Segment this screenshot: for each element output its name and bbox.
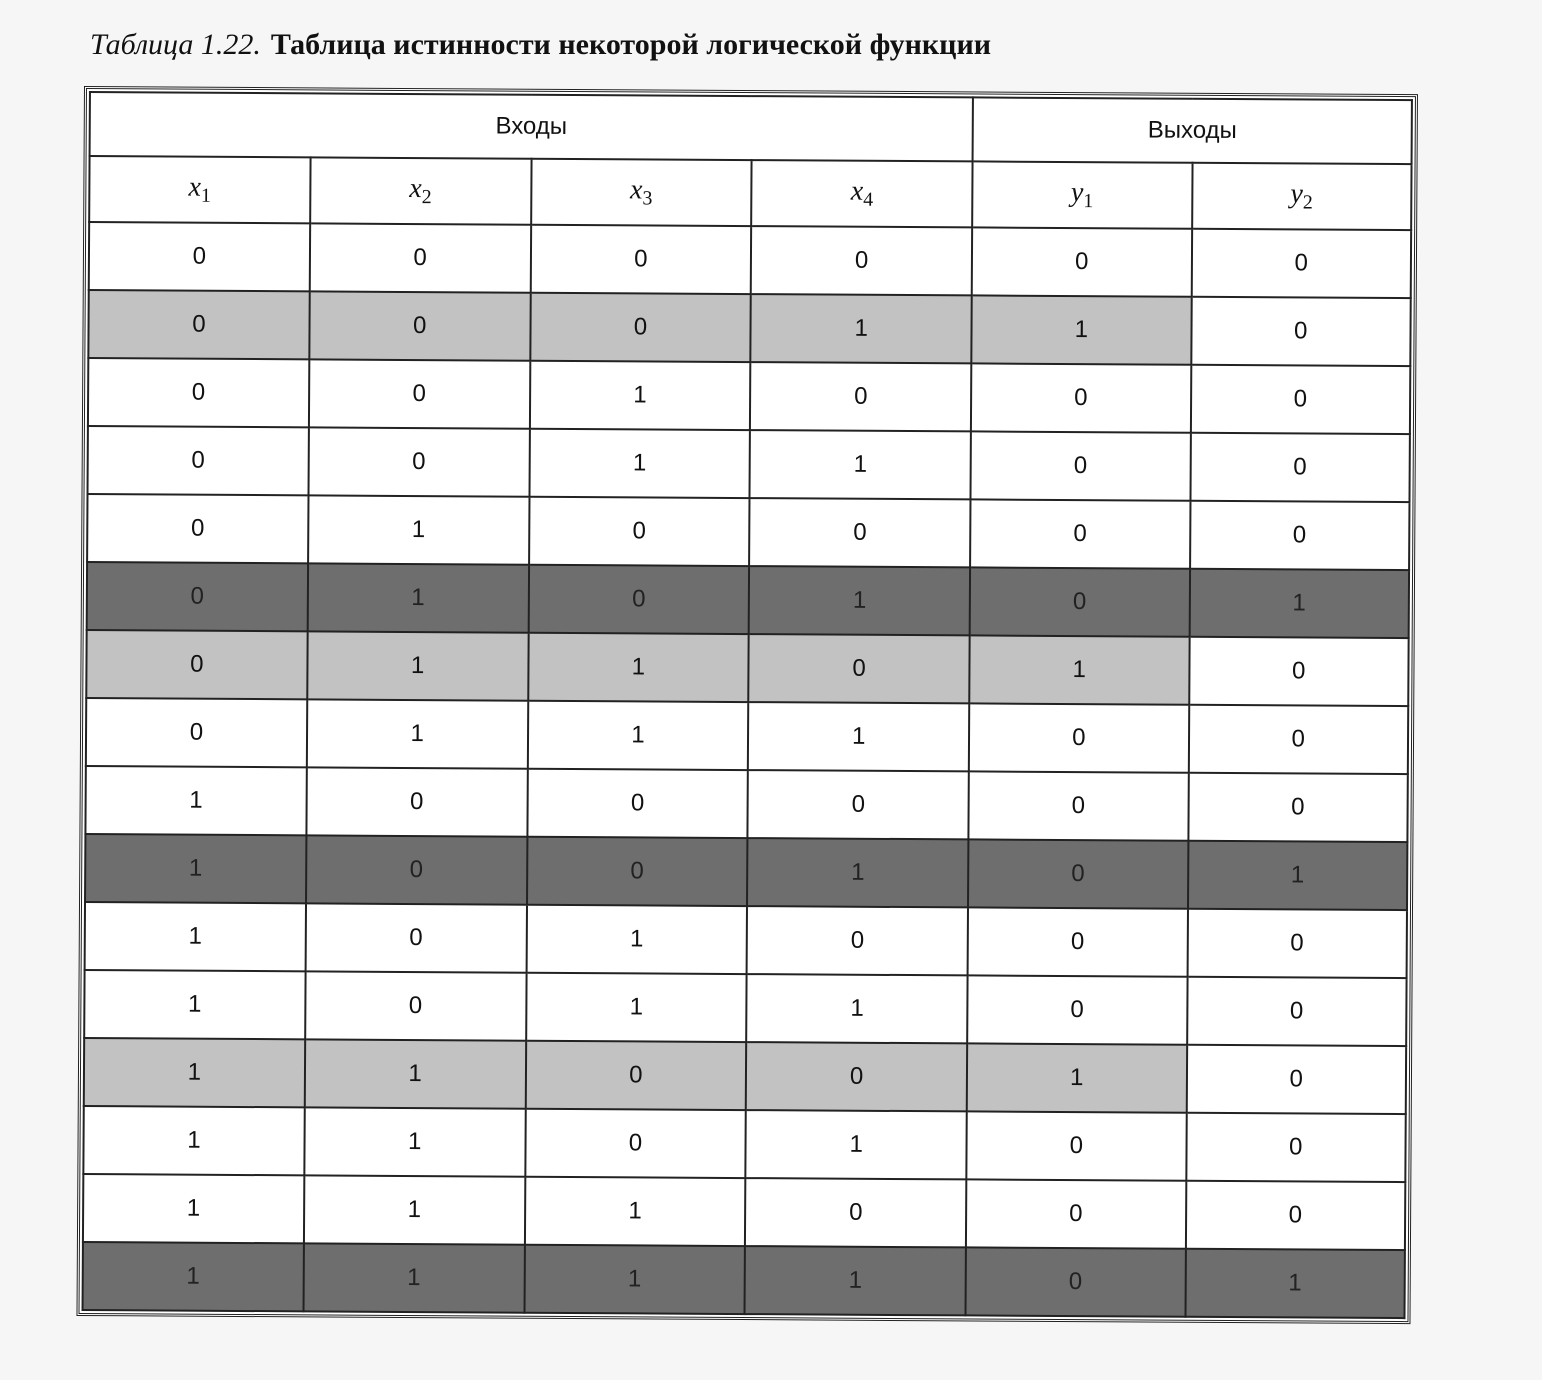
table-row <box>88 426 1410 502</box>
table-cell: 1 <box>1189 569 1409 638</box>
variable-header-x2 <box>310 157 531 224</box>
table-cell: 0 <box>966 1179 1186 1248</box>
table-cell: 0 <box>1190 365 1410 434</box>
table-cell: 0 <box>970 499 1190 568</box>
table-cell: 1 <box>85 766 306 835</box>
table-cell: 0 <box>86 698 307 767</box>
table-cell: 0 <box>309 359 530 428</box>
table-cell: 0 <box>529 497 750 566</box>
table-cell: 1 <box>307 699 528 768</box>
table-cell: 1 <box>746 1110 967 1179</box>
table-cell: 1 <box>304 1107 525 1176</box>
variable-subscript: 2 <box>421 186 432 209</box>
table-row <box>88 358 1410 434</box>
table-cell: 0 <box>746 1042 967 1111</box>
variable-header-y2 <box>1192 163 1412 230</box>
table-cell: 0 <box>1187 909 1407 978</box>
table-cell: 1 <box>1187 841 1407 910</box>
variable-header-row <box>89 156 1411 230</box>
table-cell: 0 <box>1188 705 1408 774</box>
variable-subscript: 3 <box>642 187 653 210</box>
table-cell: 0 <box>972 227 1192 296</box>
table-cell: 0 <box>87 494 308 563</box>
variable-header-x4 <box>751 160 972 227</box>
table-cell: 1 <box>307 563 528 632</box>
table-cell: 1 <box>526 973 747 1042</box>
table-cell: 1 <box>748 702 969 771</box>
table-cell: 1 <box>307 631 528 700</box>
table-cell: 1 <box>304 1175 525 1244</box>
table-cell: 0 <box>745 1178 966 1247</box>
table-cell: 1 <box>746 974 967 1043</box>
table-cell: 1 <box>967 1043 1187 1112</box>
outputs-group-header: Выходы <box>973 97 1412 164</box>
table-cell: 0 <box>528 565 749 634</box>
table-cell: 1 <box>85 902 306 971</box>
table-cell: 0 <box>530 225 751 294</box>
variable-header-x1 <box>89 156 310 223</box>
table-cell: 0 <box>1188 773 1408 842</box>
table-cell: 1 <box>85 834 306 903</box>
table-row <box>84 970 1406 1046</box>
table-cell: 0 <box>749 634 970 703</box>
table-cell: 0 <box>525 1109 746 1178</box>
variable-name: x <box>850 175 864 207</box>
table-cell: 1 <box>749 566 970 635</box>
table-row <box>83 1242 1405 1318</box>
table-row <box>87 494 1409 570</box>
table-cell: 0 <box>88 290 309 359</box>
table-cell: 0 <box>971 431 1191 500</box>
table-cell: 0 <box>1189 637 1409 706</box>
table-row <box>86 630 1408 706</box>
table-cell: 1 <box>528 633 749 702</box>
variable-name: y <box>1070 177 1084 209</box>
table-row <box>83 1174 1405 1250</box>
table-cell: 0 <box>305 903 526 972</box>
variable-name: y <box>1290 178 1303 210</box>
table-cell: 0 <box>527 769 748 838</box>
table-cell: 0 <box>751 226 972 295</box>
caption-title: Таблица истинности некоторой логической функции <box>270 28 992 61</box>
table-cell: 0 <box>530 293 751 362</box>
table-cell: 0 <box>1191 229 1411 298</box>
table-cell: 1 <box>527 701 748 770</box>
table-cell: 0 <box>88 358 309 427</box>
table-cell: 0 <box>89 222 310 291</box>
table-cell: 0 <box>527 837 748 906</box>
table-cell: 0 <box>971 363 1191 432</box>
table-cell: 1 <box>969 635 1189 704</box>
table-cell: 1 <box>83 1174 304 1243</box>
truth-table-body <box>83 222 1412 1318</box>
table-cell: 0 <box>86 630 307 699</box>
truth-table-frame <box>76 86 1417 1324</box>
table-row <box>86 698 1408 774</box>
table-row <box>88 290 1410 366</box>
table-cell: 1 <box>745 1246 966 1315</box>
table-cell: 0 <box>1185 1181 1405 1250</box>
table-cell: 0 <box>87 562 308 631</box>
table-cell: 1 <box>529 429 750 498</box>
table-cell: 1 <box>303 1243 524 1312</box>
table-caption <box>90 28 991 62</box>
table-cell: 1 <box>524 1245 745 1314</box>
table-cell: 0 <box>1190 433 1410 502</box>
table-cell: 0 <box>305 971 526 1040</box>
table-cell: 0 <box>968 907 1188 976</box>
table-cell: 0 <box>525 1041 746 1110</box>
table-cell: 0 <box>1186 1113 1406 1182</box>
variable-name: x <box>188 171 202 203</box>
variable-header-y1 <box>972 161 1192 228</box>
table-row <box>85 766 1407 842</box>
table-cell: 0 <box>308 427 529 496</box>
table-cell: 0 <box>747 906 968 975</box>
table-cell: 0 <box>309 291 530 360</box>
variable-subscript: 2 <box>1302 191 1313 214</box>
table-cell: 1 <box>83 1242 304 1311</box>
table-cell: 0 <box>968 771 1188 840</box>
caption-label: Таблица 1.22. <box>90 28 261 61</box>
table-cell: 0 <box>749 498 970 567</box>
variable-header-x3 <box>531 159 752 226</box>
table-cell: 1 <box>747 838 968 907</box>
table-cell: 0 <box>968 839 1188 908</box>
table-cell: 0 <box>306 767 527 836</box>
table-cell: 0 <box>1187 977 1407 1046</box>
table-cell: 0 <box>969 703 1189 772</box>
table-cell: 1 <box>526 905 747 974</box>
table-cell: 1 <box>971 295 1191 364</box>
table-cell: 0 <box>1190 501 1410 570</box>
table-row <box>87 562 1409 638</box>
group-header-row <box>90 92 1412 164</box>
table-cell: 0 <box>748 770 969 839</box>
table-row <box>83 1106 1405 1182</box>
table-cell: 0 <box>970 567 1190 636</box>
table-cell: 0 <box>306 835 527 904</box>
table-row <box>89 222 1411 298</box>
variable-name: x <box>409 172 422 205</box>
variable-subscript: 4 <box>863 188 874 211</box>
variable-subscript: 1 <box>1083 190 1094 213</box>
table-cell: 1 <box>529 361 750 430</box>
table-cell: 1 <box>524 1177 745 1246</box>
table-cell: 0 <box>1186 1045 1406 1114</box>
table-cell: 1 <box>751 294 972 363</box>
truth-table <box>82 91 1413 1319</box>
table-cell: 0 <box>967 975 1187 1044</box>
variable-subscript: 1 <box>200 184 211 207</box>
variable-name: x <box>629 174 643 206</box>
table-row <box>85 834 1407 910</box>
table-cell: 0 <box>88 426 309 495</box>
table-cell: 0 <box>1191 297 1411 366</box>
table-cell: 1 <box>1185 1249 1405 1318</box>
table-cell: 0 <box>310 223 531 292</box>
table-cell: 1 <box>83 1106 304 1175</box>
table-cell: 1 <box>750 430 971 499</box>
table-row <box>84 1038 1406 1114</box>
table-cell: 0 <box>966 1247 1186 1316</box>
table-cell: 1 <box>84 1038 305 1107</box>
table-cell: 0 <box>750 362 971 431</box>
table-cell: 1 <box>84 970 305 1039</box>
table-cell: 1 <box>308 495 529 564</box>
table-cell: 0 <box>966 1111 1186 1180</box>
table-row <box>85 902 1407 978</box>
table-cell: 1 <box>305 1039 526 1108</box>
inputs-group-header: Входы <box>90 92 973 161</box>
